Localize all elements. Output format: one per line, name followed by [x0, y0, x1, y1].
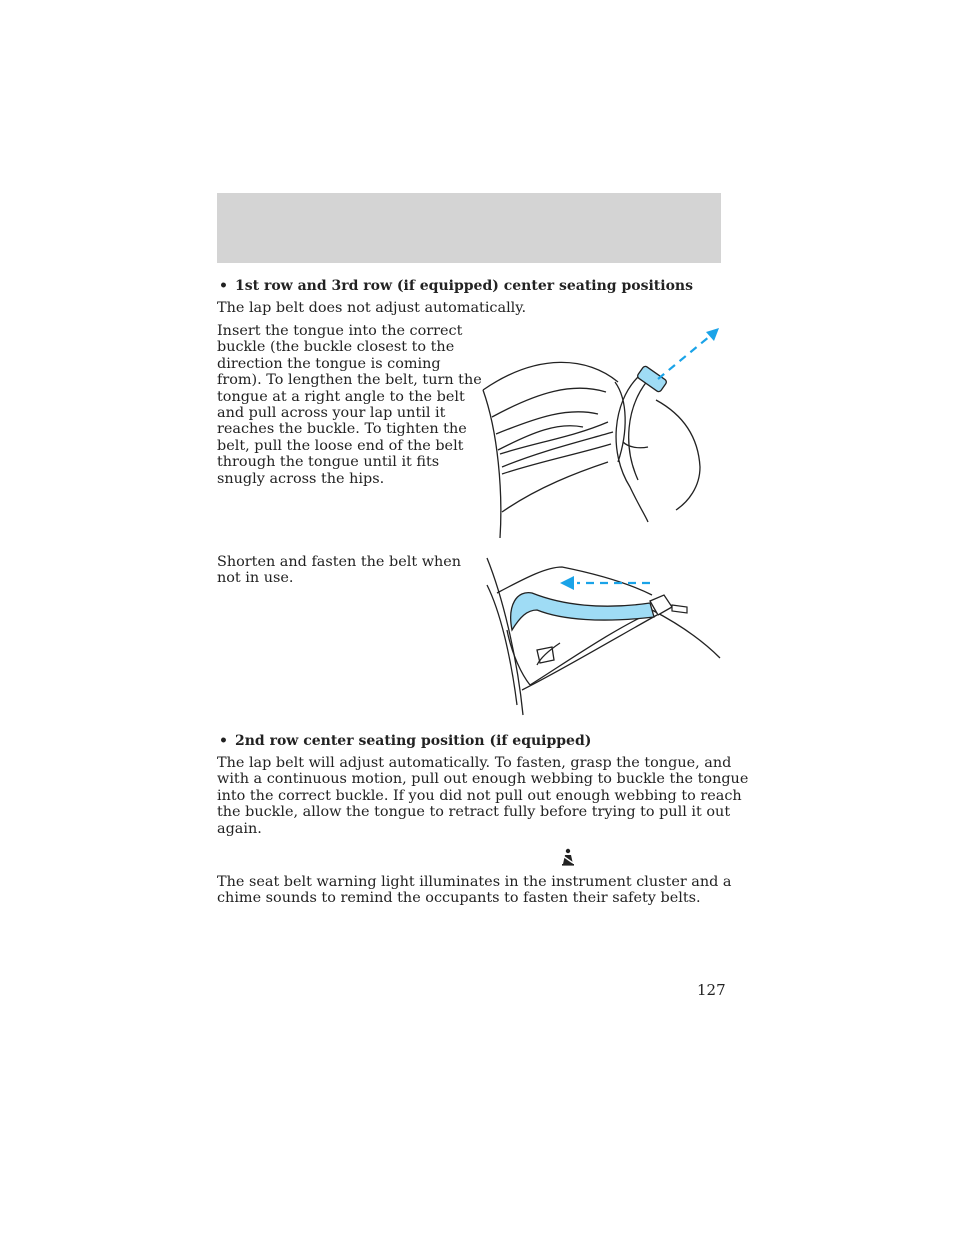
text-line: belt, pull the loose end of the belt	[217, 437, 464, 454]
section2-paragraph	[217, 755, 748, 837]
bullet: •	[219, 278, 228, 294]
text-line: chime sounds to remind the occupants to fasten their safety belts.	[217, 890, 701, 907]
belt-strap	[511, 593, 654, 630]
shorten-belt-illustration	[482, 555, 726, 720]
section2-heading	[219, 733, 591, 749]
section1-heading	[219, 278, 693, 294]
tongue-plate	[672, 605, 687, 613]
arrow-head-icon	[560, 576, 574, 590]
text-line: the buckle, allow the tongue to retract fully before trying to pull it out	[217, 804, 731, 821]
text-line: Insert the tongue into the correct	[217, 323, 463, 339]
buckle-insert-illustration	[478, 322, 728, 544]
section2-heading-text: 2nd row center seating position (if equipped)	[235, 733, 592, 749]
header-band	[217, 193, 721, 263]
text-line: reaches the buckle. To tighten the	[217, 421, 467, 438]
tongue-shape	[650, 595, 672, 615]
text-line: and pull across your lap until it	[217, 405, 446, 422]
text-line: from). To lengthen the belt, turn the	[217, 372, 482, 389]
shorten-paragraph	[217, 554, 461, 587]
text-line: not in use.	[217, 570, 294, 587]
text-line: The seat belt warning light illuminates in the instrument cluster and a	[217, 874, 732, 890]
text-line: with a continuous motion, pull out enough webbing to buckle the tongue	[217, 771, 749, 788]
text-line: into the correct buckle. If you did not pull out enough webbing to reach	[217, 787, 742, 804]
text-line: buckle (the buckle closest to the	[217, 339, 455, 356]
section1-intro: The lap belt does not adjust automatically.	[217, 300, 527, 316]
text-line: snugly across the hips.	[217, 470, 385, 487]
text-line: The lap belt will adjust automatically. To fasten, grasp the tongue, and	[217, 755, 732, 771]
text-line: tongue at a right angle to the belt	[217, 388, 465, 405]
warning-paragraph	[217, 874, 732, 907]
bullet: •	[219, 733, 228, 749]
text-line: again.	[217, 820, 262, 837]
page-number: 127	[697, 981, 726, 999]
section1-paragraph	[217, 323, 482, 487]
text-line: Shorten and fasten the belt when	[217, 554, 462, 570]
seat-belt-warning-icon	[560, 848, 576, 866]
text-line: direction the tongue is coming	[217, 355, 441, 372]
section1-heading-text: 1st row and 3rd row (if equipped) center seating positions	[235, 278, 693, 294]
text-line: through the tongue until it fits	[217, 454, 440, 471]
direction-arrow-line	[658, 336, 710, 379]
